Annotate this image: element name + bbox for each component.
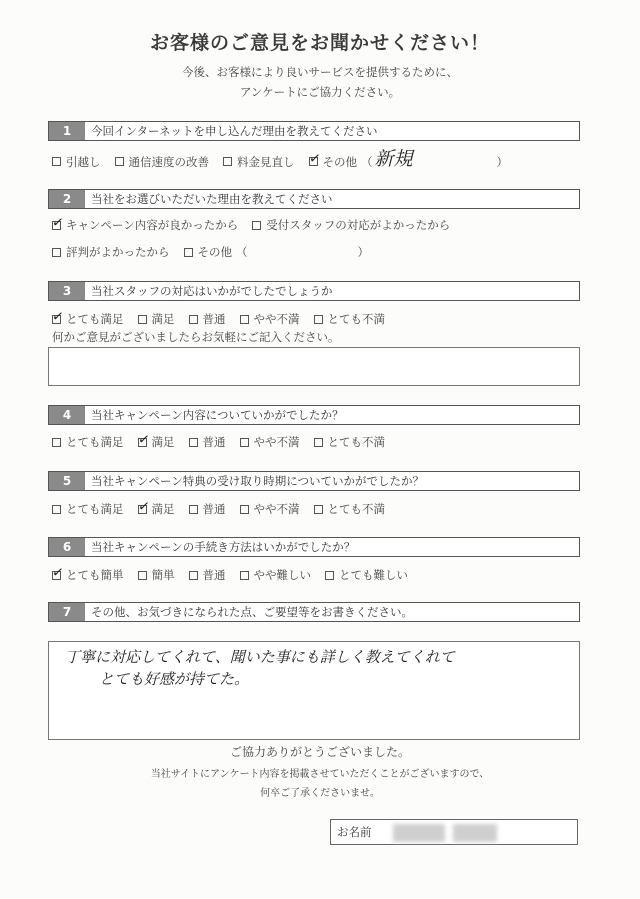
checkbox-checked[interactable] [136,430,151,449]
checkbox[interactable] [314,438,323,447]
q7-comment-field[interactable] [48,641,580,740]
checkbox[interactable] [223,157,232,166]
subtitle-line-2: アンケートにご協力ください。 [239,85,401,99]
question-7-number: 7 [49,603,85,621]
question-3-number: 3 [49,282,85,300]
check-mark-icon: ✓ [50,213,65,232]
question-6-number: 6 [49,538,85,556]
question-4-number: 4 [49,406,85,424]
q6-option-very-easy[interactable]: ✓ とても簡単 [50,563,124,582]
checkbox[interactable] [189,505,198,514]
check-mark-icon: ✓ [307,150,322,168]
checkbox-checked[interactable] [50,307,65,326]
page-title: お客様のご意見をお聞かせください！ [149,32,490,54]
q1-option-moving[interactable]: 引越し [52,154,101,170]
q3-option-normal[interactable]: 普通 [189,311,226,327]
question-4-text: 当社キャンペーン内容についていかがでしたか？ [91,408,344,422]
checkbox[interactable] [240,438,249,447]
checkbox-checked[interactable] [136,497,151,516]
q4-option-normal[interactable]: 普通 [189,434,226,450]
checkbox[interactable] [52,438,61,447]
subtitle-line-1: 今後、お客様により良いサービスを提供するために、 [182,65,458,79]
question-7-header [48,602,580,622]
question-7-text: その他、お気づきになられた点、ご要望等をお書きください。 [91,605,413,619]
question-2-text: 当社をお選びいただいた理由を教えてください [91,192,333,206]
q3-comment-field[interactable] [48,347,580,386]
q6-option-normal[interactable]: 普通 [189,567,226,583]
question-5-text: 当社キャンペーン特典の受け取り時期についていかがでしたか？ [91,474,425,488]
question-1-text: 今回インターネットを申し込んだ理由を教えてください [91,124,378,138]
checkbox[interactable] [240,505,249,514]
question-5-options [52,497,399,517]
close-paren: ） [357,245,369,259]
checkbox[interactable] [240,571,249,580]
q3-option-slightly-dissatisfied[interactable]: やや不満 [240,311,300,327]
checkbox-checked[interactable] [50,563,65,582]
question-5-header [48,471,580,491]
q2-option-staff[interactable]: 受付スタッフの対応がよかったから [252,217,450,233]
name-label: お名前 [337,825,372,839]
q5-option-satisfied[interactable]: ✓ 満足 [136,497,175,516]
q5-option-slightly-dissatisfied[interactable]: やや不満 [240,501,300,517]
name-field[interactable] [330,819,578,845]
q5-option-very-dissatisfied[interactable]: とても不満 [314,501,386,517]
q3-comment-prompt: 何かご意見がございましたらお気軽にご記入ください。 [52,330,340,344]
redacted-name-part [453,824,497,842]
q3-option-very-dissatisfied[interactable]: とても不満 [314,311,386,327]
checkbox[interactable] [252,221,261,230]
question-3-header [48,281,580,301]
checkbox[interactable] [189,438,198,447]
question-1-header [48,121,580,141]
q5-option-very-satisfied[interactable]: とても満足 [52,501,124,517]
close-paren: ） [496,154,509,169]
q3-option-satisfied[interactable]: 満足 [138,311,175,327]
q7-answer-line-2: とても好感が持てた。 [99,670,250,688]
q5-option-normal[interactable]: 普通 [189,501,226,517]
q1-option-price[interactable]: 料金見直し [223,154,295,170]
q2-option-campaign[interactable]: ✓ キャンペーン内容が良かったから [50,213,239,232]
check-mark-icon: ✓ [50,307,65,326]
question-4-header [48,405,580,425]
publication-note-line-1: 当社サイトにアンケート内容を掲載させていただくことがございますので、 [150,769,490,780]
checkbox[interactable] [184,248,193,257]
checkbox[interactable] [115,157,124,166]
checkbox[interactable] [52,505,61,514]
open-paren: （ [236,245,248,259]
q4-option-very-dissatisfied[interactable]: とても不満 [314,434,386,450]
q2-option-other[interactable]: その他 （ ） [184,244,370,260]
q4-option-slightly-dissatisfied[interactable]: やや不満 [240,434,300,450]
checkbox[interactable] [189,315,198,324]
checkbox[interactable] [240,315,249,324]
check-mark-icon: ✓ [50,563,65,582]
question-6-header [48,537,580,557]
checkbox[interactable] [189,571,198,580]
question-6-options [50,563,422,583]
q3-option-very-satisfied[interactable]: ✓ とても満足 [50,307,124,326]
q7-answer-line-1: 丁寧に対応してくれて、聞いた事にも詳しく教えてくれて [65,648,455,666]
checkbox[interactable] [138,315,147,324]
question-3-text: 当社スタッフの対応はいかがでしたでしょうか [91,284,333,298]
publication-note-line-2: 何卒ご了承くださいませ。 [260,788,380,799]
question-3-options [50,307,399,327]
question-5-number: 5 [49,472,85,490]
question-4-options [52,430,399,450]
checkbox-checked[interactable] [307,150,322,168]
open-paren: （ [361,154,373,169]
question-1-number: 1 [49,122,85,140]
q2-option-reputation[interactable]: 評判がよかったから [52,244,170,260]
question-1-options [52,148,522,175]
q4-option-very-satisfied[interactable]: とても満足 [52,434,124,450]
question-6-text: 当社キャンペーンの手続き方法はいかがでしたか？ [91,540,356,554]
thanks-message: ご協力ありがとうございました。 [229,745,410,759]
q1-option-other[interactable]: ✓ その他 （ 新規 ） [309,148,509,175]
page-subtitle [0,62,640,102]
check-mark-icon: ✓ [136,497,151,516]
question-2-options-row1 [50,213,464,233]
q6-option-slightly-difficult[interactable]: やや難しい [240,567,312,583]
q6-option-easy[interactable]: 簡単 [138,567,175,583]
question-2-number: 2 [49,190,85,208]
checkbox[interactable] [325,571,334,580]
redacted-name-part [393,824,445,842]
check-mark-icon: ✓ [136,430,151,449]
q6-option-very-difficult[interactable]: とても難しい [325,567,408,583]
checkbox[interactable] [52,248,61,257]
checkbox[interactable] [138,571,147,580]
checkbox[interactable] [314,505,323,514]
q1-option-speed[interactable]: 通信速度の改善 [115,154,210,170]
checkbox-checked[interactable] [50,213,65,232]
q4-option-satisfied[interactable]: ✓ 満足 [136,430,175,449]
checkbox[interactable] [52,157,61,166]
q1-other-answer: 新規 [374,148,413,170]
question-2-options-row2 [52,244,383,260]
question-2-header [48,189,580,209]
checkbox[interactable] [314,315,323,324]
